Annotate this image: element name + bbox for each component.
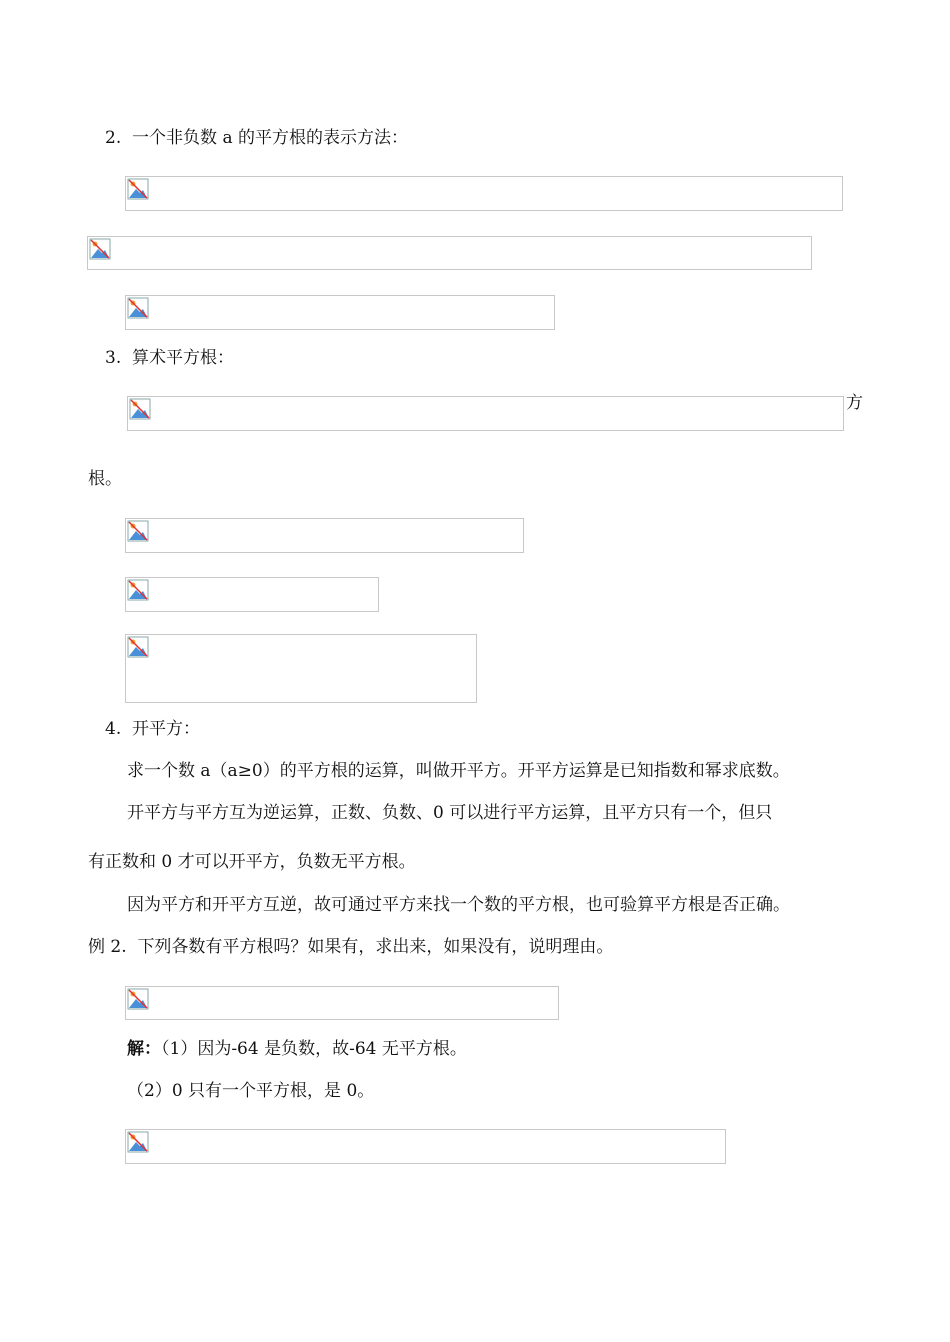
example-label: 例 2. bbox=[88, 937, 127, 957]
example-question: 下列各数有平方根吗？如果有，求出来，如果没有，说明理由。 bbox=[137, 937, 614, 957]
example-2-question bbox=[88, 936, 613, 958]
broken-image-3 bbox=[125, 295, 555, 330]
section-4-paragraph-1: 求一个数 a（a≥0）的平方根的运算，叫做开平方。开平方运算是已知指数和幂求底数。 bbox=[127, 761, 790, 781]
section-number: 2. bbox=[105, 128, 122, 148]
broken-image-8 bbox=[125, 986, 559, 1020]
answer-line-1 bbox=[127, 1038, 467, 1060]
section-number: 3. bbox=[105, 348, 122, 368]
broken-image-icon bbox=[127, 988, 149, 1010]
broken-image-icon bbox=[127, 520, 149, 542]
section-2-heading bbox=[105, 127, 408, 149]
section-3-heading bbox=[105, 347, 234, 369]
broken-image-icon bbox=[127, 636, 149, 658]
broken-image-icon bbox=[127, 1131, 149, 1153]
broken-image-9 bbox=[125, 1129, 726, 1164]
section-title: 算术平方根： bbox=[132, 348, 235, 368]
broken-image-icon bbox=[129, 398, 151, 420]
broken-image-7 bbox=[125, 634, 477, 703]
broken-image-icon bbox=[89, 238, 111, 260]
section-4-paragraph-2-line-2: 有正数和 0 才可以开平方，负数无平方根。 bbox=[88, 852, 416, 872]
broken-image-4 bbox=[127, 396, 844, 431]
section-title: 一个非负数 a 的平方根的表示方法： bbox=[132, 128, 408, 148]
section-4-heading bbox=[105, 718, 200, 740]
section-number: 4. bbox=[105, 719, 122, 739]
section-title: 开平方： bbox=[132, 719, 201, 739]
broken-image-icon bbox=[127, 297, 149, 319]
section-3-wrapped-text: 根。 bbox=[88, 469, 122, 489]
broken-image-5 bbox=[125, 518, 524, 553]
broken-image-1 bbox=[125, 176, 843, 211]
broken-image-6 bbox=[125, 577, 379, 612]
answer-line-2: （2）0 只有一个平方根，是 0。 bbox=[127, 1081, 375, 1101]
section-4-paragraph-2-line-1: 开平方与平方互为逆运算，正数、负数、0 可以进行平方运算，且平方只有一个，但只 bbox=[127, 803, 773, 823]
section-4-paragraph-3: 因为平方和开平方互逆，故可通过平方来找一个数的平方根，也可验算平方根是否正确。 bbox=[127, 895, 790, 915]
broken-image-icon bbox=[127, 178, 149, 200]
answer-label: 解： bbox=[127, 1039, 161, 1059]
section-3-trailing-char: 方 bbox=[846, 393, 863, 413]
answer-text-1: （1）因为-64 是负数，故-64 无平方根。 bbox=[161, 1039, 467, 1059]
broken-image-icon bbox=[127, 579, 149, 601]
broken-image-2 bbox=[87, 236, 812, 270]
